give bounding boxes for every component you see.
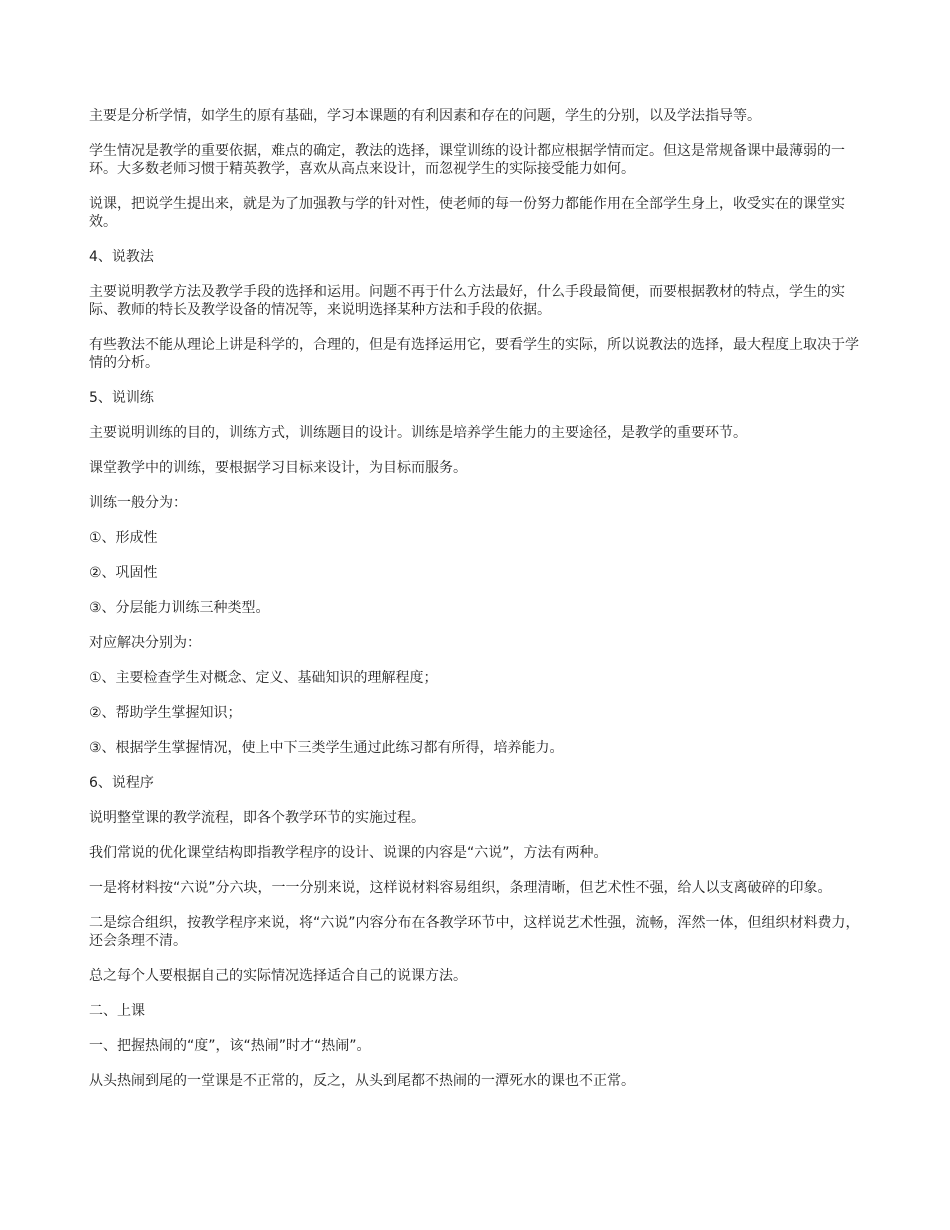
list-item-consolidation: ②、巩固性	[89, 565, 158, 581]
paragraph-solutions-intro: 对应解决分别为：	[89, 635, 201, 651]
paragraph-conclusion: 总之每个人要根据自己的实际情况选择适合自己的说课方法。	[89, 968, 467, 984]
heading-training: 5、说训练	[89, 390, 154, 406]
paragraph-procedure-flow: 说明整堂课的教学流程，即各个教学环节的实施过程。	[89, 810, 425, 826]
paragraph-student-situation: 学生情况是教学的重要依据，难点的确定，教法的选择，课堂训练的设计都应根据学情而定。但这是常规备课中最薄弱的一环。大多数老师习惯于精英教学，喜欢从高点来设计，而忽视学生的实际接受能力如何。	[89, 143, 845, 177]
list-item-cultivate-ability: ③、根据学生掌握情况，使上中下三类学生通过此练习都有所得，培养能力。	[89, 740, 564, 756]
paragraph-training-types-intro: 训练一般分为：	[89, 495, 187, 511]
paragraph-learning-analysis: 主要是分析学情，如学生的原有基础，学习本课题的有利因素和存在的问题，学生的分别，以及学法指导等。	[89, 108, 761, 124]
heading-procedure: 6、说程序	[89, 775, 154, 791]
paragraph-student-focus: 说课，把说学生提出来，就是为了加强教与学的针对性，使老师的每一份努力都能作用在全部学生身上，收受实在的课堂实效。	[89, 196, 845, 230]
list-item-master-knowledge: ②、帮助学生掌握知识；	[89, 705, 242, 721]
list-item-formative: ①、形成性	[89, 530, 158, 546]
heading-teaching-method: 4、说教法	[89, 249, 154, 265]
list-item-check-understanding: ①、主要检查学生对概念、定义、基础知识的理解程度；	[89, 670, 438, 686]
document-body	[89, 107, 864, 1107]
paragraph-lively-balance: 从头热闹到尾的一堂课是不正常的，反之，从头到尾都不热闹的一潭死水的课也不正常。	[89, 1073, 635, 1089]
paragraph-training-design: 课堂教学中的训练，要根据学习目标来设计，为目标而服务。	[89, 460, 467, 476]
paragraph-lively-degree: 一、把握热闹的“度”，该“热闹”时才“热闹”。	[89, 1038, 371, 1054]
paragraph-six-parts: 我们常说的优化课堂结构即指教学程序的设计、说课的内容是“六说”，方法有两种。	[89, 845, 608, 861]
paragraph-method-depends: 有些教法不能从理论上讲是科学的，合理的，但是有选择运用它，要看学生的实际，所以说教法的选择，最大程度上取决于学情的分析。	[89, 337, 859, 371]
list-item-tiered: ③、分层能力训练三种类型。	[89, 600, 270, 616]
heading-class: 二、上课	[89, 1003, 145, 1019]
paragraph-method-one: 一是将材料按“六说”分六块，一一分别来说，这样说材料容易组织，条理清晰，但艺术性不强，给人以支离破碎的印象。	[89, 880, 832, 896]
paragraph-training-purpose: 主要说明训练的目的，训练方式，训练题目的设计。训练是培养学生能力的主要途径，是教学的重要环节。	[89, 425, 747, 441]
paragraph-method-two: 二是综合组织，按教学程序来说，将“六说”内容分布在各教学环节中，这样说艺术性强，流畅，浑然一体，但组织材料费力，还会条理不清。	[89, 915, 860, 949]
paragraph-method-selection: 主要说明教学方法及教学手段的选择和运用。问题不再于什么方法最好，什么手段最简便，而要根据教材的特点，学生的实际、教师的特长及教学设备的情况等，来说明选择某种方法和手段的依据。	[89, 284, 845, 318]
